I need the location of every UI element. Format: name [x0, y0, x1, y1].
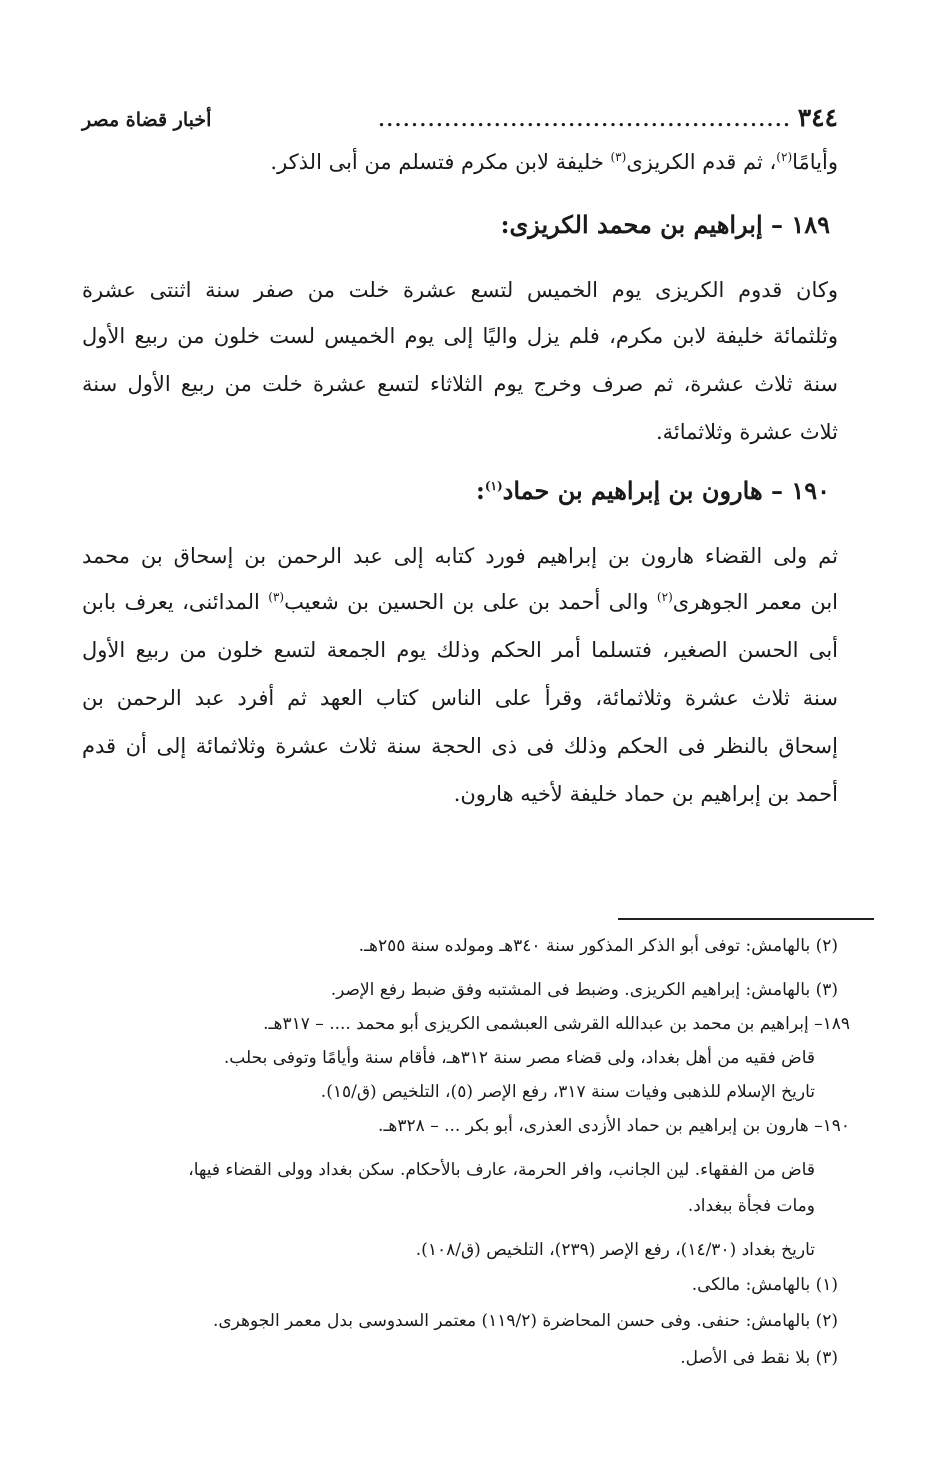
entry-190-line-6: أحمد بن إبراهيم بن حماد خليفة لأخيه هارون.	[453, 782, 838, 806]
line-text: والى أحمد بن على بن الحسين بن شعيب	[284, 590, 657, 614]
footnote-rule	[618, 918, 874, 920]
footnote-ref: (٣)	[268, 590, 285, 604]
footnote-bio-190: ١٩٠– هارون بن إبراهيم بن حماد الأزدى العذرى، أبو بكر ... – ٣٢٨هـ.	[378, 1116, 850, 1136]
entry-190-line-4: سنة ثلاث عشرة وثلاثمائة، وقرأ على الناس كتاب العهد ثم أفرد عبد الرحمن بن	[82, 686, 838, 710]
footnote-bio-190-desc: قاض من الفقهاء. لين الجانب، وافر الحرمة، عارف بالأحكام. سكن بغداد وولى القضاء فيها،	[188, 1160, 815, 1180]
entry-189-line-2: وثلثمائة خليفة لابن مكرم، فلم يزل واليًا إلى يوم الخميس لست خلون من ربيع الأول	[82, 324, 838, 348]
footnote-ref: (٢)	[656, 590, 673, 604]
intro-text-2: ، ثم قدم الكريزى	[626, 150, 777, 174]
page-number: ٣٤٤	[797, 103, 838, 132]
footnote-ref: (١)	[484, 479, 503, 493]
footnote-bio-190-sources: تاريخ بغداد (١٤/٣٠)، رفع الإصر (٢٣٩)، التلخيص (ق/١٠٨).	[415, 1240, 815, 1260]
running-title: أخبار قضاة مصر	[82, 109, 212, 131]
footnote-ref: (٢)	[776, 150, 793, 164]
page-header	[82, 103, 838, 143]
entry-190-heading	[476, 476, 830, 505]
entry-190-line-5: إسحاق بالنظر فى الحكم وذلك فى ذى الحجة سنة ثلاث عشرة وثلاثمائة إلى أن قدم	[82, 734, 838, 758]
entry-189-line-3: سنة ثلاث عشرة، ثم صرف وخرج يوم الثلاثاء لتسع عشرة خلت من ربيع الأول سنة	[82, 372, 838, 396]
footnote-bio-190-desc-2: ومات فجأة ببغداد.	[687, 1196, 815, 1216]
line-text: ابن معمر الجوهرى	[672, 590, 839, 614]
entry-190-line-2	[82, 590, 838, 614]
entry-190-heading-text: ١٩٠ – هارون بن إبراهيم بن حماد	[502, 476, 830, 505]
footnote-bio-189-sources: تاريخ الإسلام للذهبى وفيات سنة ٣١٧، رفع الإصر (٥)، التلخيص (ق/١٥).	[320, 1082, 815, 1102]
entry-190-line-3: أبى الحسن الصغير، فتسلما أمر الحكم وذلك يوم الجمعة لتسع خلون من ربيع الأول	[82, 638, 838, 662]
intro-text-3: خليفة لابن مكرم فتسلم من أبى الذكر.	[270, 150, 611, 174]
entry-189-heading: ١٨٩ – إبراهيم بن محمد الكريزى:	[500, 210, 830, 239]
footnote-3: (٣) بالهامش: إبراهيم الكريزى. وضبط فى المشتبه وفق ضبط رفع الإصر.	[330, 980, 838, 1000]
entry-190-line-1: ثم ولى القضاء هارون بن إبراهيم فورد كتابه إلى عبد الرحمن بن إسحاق بن محمد	[82, 544, 838, 568]
heading-colon: :	[475, 476, 485, 505]
footnote-bio-189: ١٨٩– إبراهيم بن محمد بن عبدالله القرشى العبشمى الكريزى أبو محمد .... – ٣١٧هـ.	[263, 1014, 850, 1034]
footnote-3b: (٣) بلا نقط فى الأصل.	[680, 1348, 838, 1368]
intro-line	[180, 150, 838, 174]
footnote-1: (١) بالهامش: مالكى.	[691, 1275, 838, 1295]
footnote-ref: (٣)	[610, 150, 627, 164]
entry-189-line-4: ثلاث عشرة وثلاثمائة.	[655, 420, 838, 444]
footnote-bio-189-desc: قاض فقيه من أهل بغداد، ولى قضاء مصر سنة ٣١٢هـ، فأقام سنة وأيامًا وتوفى بحلب.	[223, 1048, 815, 1068]
footnote-2: (٢) بالهامش: توفى أبو الذكر المذكور سنة ٣٤٠هـ ومولده سنة ٢٥٥هـ.	[358, 936, 838, 956]
intro-text-1: وأيامًا	[792, 150, 838, 174]
line-text: المدائنى، يعرف بابن	[82, 590, 269, 614]
header-dots: ..................................................	[378, 110, 792, 131]
footnote-2b: (٢) بالهامش: حنفى. وفى حسن المحاضرة (١١٩/٢) معتمر السدوسى بدل معمر الجوهرى.	[212, 1311, 838, 1331]
entry-189-line-1: وكان قدوم الكريزى يوم الخميس لتسع عشرة خلت من صفر سنة اثنتى عشرة	[82, 278, 838, 302]
